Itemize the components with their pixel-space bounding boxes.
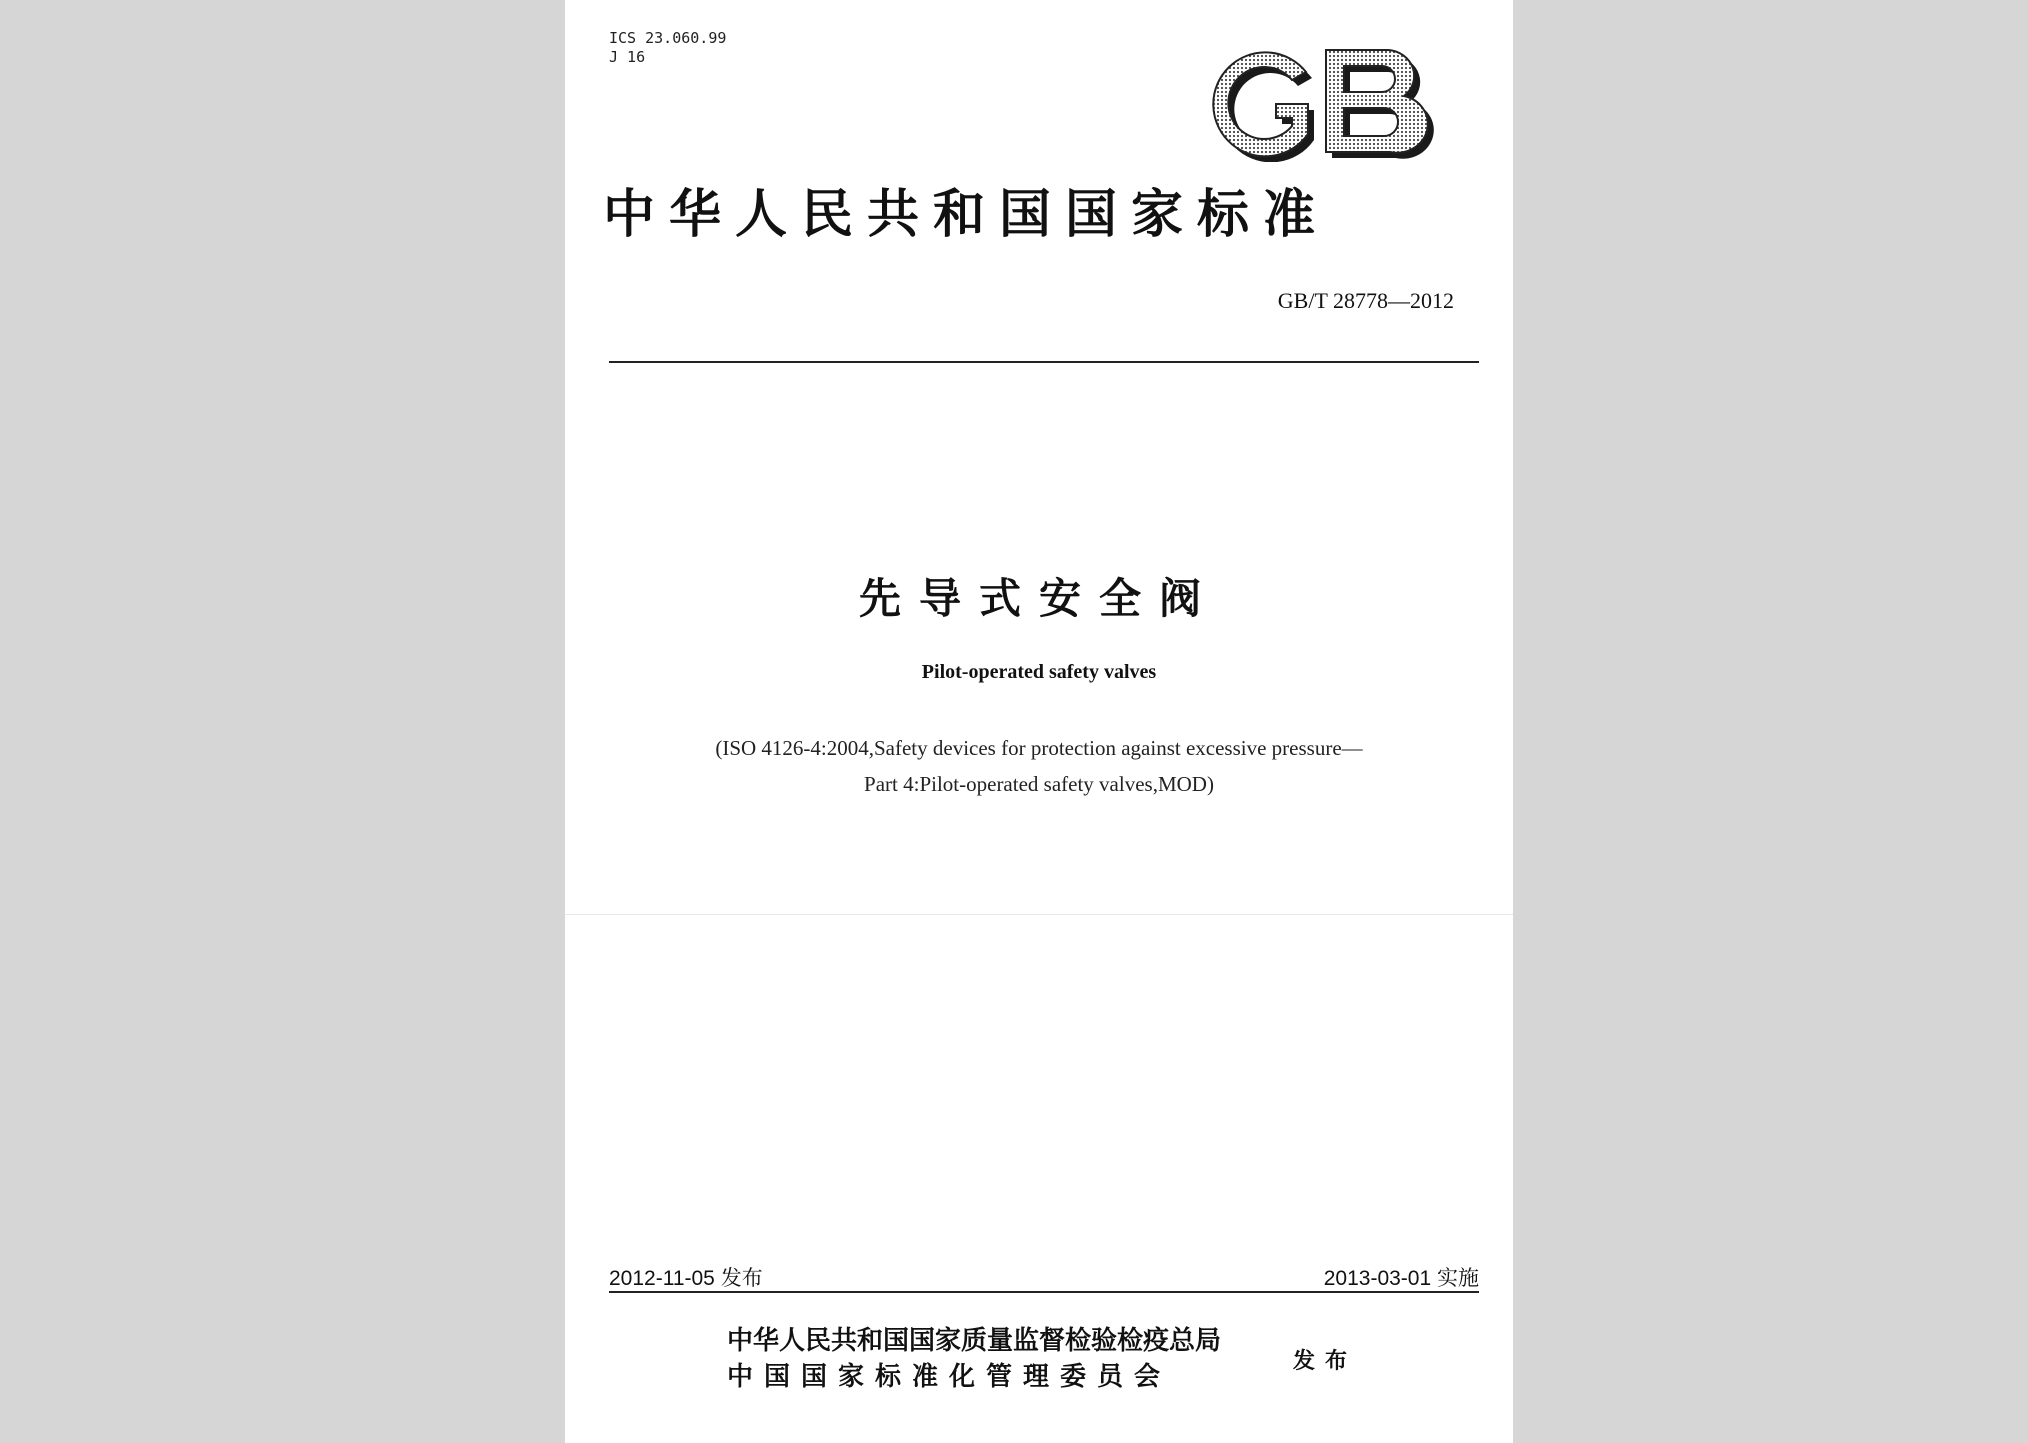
document-title-chinese: 先导式安全阀 bbox=[858, 574, 1219, 623]
iso-reference-line-1: (ISO 4126-4:2004,Safety devices for protection against excessive pressure— bbox=[715, 736, 1363, 760]
ccs-code: J 16 bbox=[609, 48, 646, 66]
issuing-authorities bbox=[727, 1323, 1221, 1395]
national-standard-heading: 中华人民共和国国家标准 bbox=[603, 185, 1330, 245]
iso-reference bbox=[565, 730, 1513, 802]
ics-code: ICS 23.060.99 bbox=[609, 29, 727, 47]
publish-label: 发布 bbox=[1293, 1349, 1358, 1374]
issuer-sac: 中国国家标准化管理委员会 bbox=[727, 1362, 1172, 1392]
implementation-date: 2013-03-01 实施 bbox=[1323, 1267, 1479, 1290]
iso-reference-line-2: Part 4:Pilot-operated safety valves,MOD) bbox=[864, 772, 1214, 796]
standard-number: GB/T 28778—2012 bbox=[1277, 288, 1454, 313]
scan-seam-divider bbox=[565, 914, 1513, 915]
gb-logo-icon bbox=[1208, 42, 1438, 162]
classification-codes bbox=[609, 29, 726, 67]
top-divider bbox=[609, 361, 1479, 363]
document-title-english: Pilot-operated safety valves bbox=[921, 661, 1157, 683]
document-page bbox=[565, 0, 1513, 1443]
bottom-divider bbox=[609, 1291, 1479, 1293]
issuer-aqsiq: 中华人民共和国国家质量监督检验检疫总局 bbox=[727, 1326, 1222, 1356]
issue-date: 2012-11-05 发布 bbox=[609, 1267, 763, 1290]
